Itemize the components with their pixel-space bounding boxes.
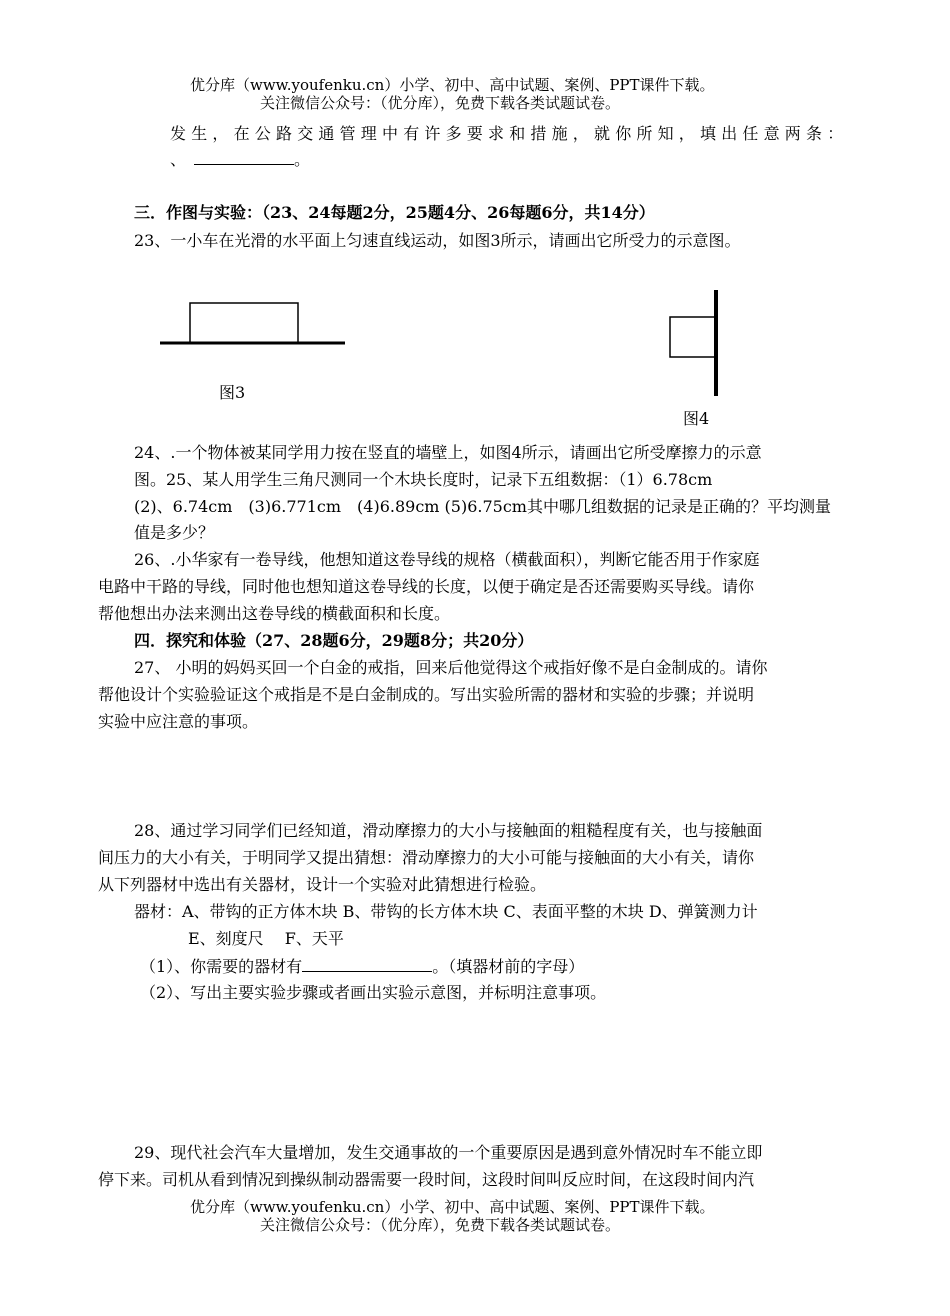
q22-prefix: 、 [170,150,187,169]
header-line-1: 优分库（www.youfenku.cn）小学、初中、高中试题、案例、PPT课件下载。 [190,76,715,94]
q28-sub-question-2: （2）、写出主要实验步骤或者画出实验示意图，并标明注意事项。 [140,983,607,1002]
q24-line-4: 值是多少？ [134,523,215,542]
figure-4-label: 图4 [683,409,710,428]
q28-line-2: 间压力的大小有关，于明同学又提出猜想：滑动摩擦力的大小可能与接触面的大小有关，请你 [98,848,755,867]
q28-line-1: 28、通过学习同学们已经知道，滑动摩擦力的大小与接触面的粗糙程度有关，也与接触面 [134,821,763,840]
q22-suffix: 。 [294,150,311,169]
q24-line-3: (2)、6.74cm (3)6.771cm (4)6.89cm (5)6.75cm其中哪几组数据的记录是正确的？平均测量 [134,497,831,516]
q28-sub-question-1 [140,953,584,977]
q28-materials-blank[interactable] [302,953,432,972]
section-4-title: 四．探究和体验（27、28题6分，29题8分；共20分） [134,631,534,650]
q29-line-2: 停下来。司机从看到情况到操纵制动器需要一段时间，这段时间叫反应时间，在这段时间内汽 [98,1170,755,1189]
q28-sub1-suffix: 。（填器材前的字母） [432,957,585,976]
question-23: 23、一小车在光滑的水平面上匀速直线运动，如图3所示，请画出它所受力的示意图。 [134,231,741,250]
q26-line-1: 26、.小华家有一卷导线，他想知道这卷导线的规格（横截面积），判断它能否用于作家庭 [134,550,760,569]
q27-line-3: 实验中应注意的事项。 [98,712,259,731]
fig4-object-block [670,317,716,357]
q24-line-1: 24、.一个物体被某同学用力按在竖直的墙壁上，如图4所示，请画出它所受摩擦力的示意 [134,443,762,462]
q28-materials-line-1: 器材：A、带钩的正方体木块 B、带钩的长方体木块 C、表面平整的木块 D、弹簧测力计 [134,902,758,921]
q29-line-1: 29、现代社会汽车大量增加，发生交通事故的一个重要原因是遇到意外情况时车不能立即 [134,1143,763,1162]
section-3-title: 三．作图与实验：（23、24每题2分，25题4分、26每题6分，共14分） [134,203,655,222]
q28-sub1-prefix: （1）、你需要的器材有 [140,957,303,976]
header-line-2: 关注微信公众号：（优分库），免费下载各类试题试卷。 [260,94,621,112]
q26-line-2: 电路中干路的导线，同时他也想知道这卷导线的长度，以便于确定是否还需要购买导线。请你 [98,577,755,596]
footer-line-1: 优分库（www.youfenku.cn）小学、初中、高中试题、案例、PPT课件下载。 [190,1198,715,1216]
q27-line-2: 帮他设计个实验验证这个戒指是不是白金制成的。写出实验所需的器材和实验的步骤；并说明 [98,685,755,704]
footer-line-2: 关注微信公众号：（优分库），免费下载各类试题试卷。 [260,1216,621,1234]
q28-materials-line-2: E、刻度尺 F、天平 [188,929,344,948]
figure-3-label: 图3 [219,383,246,402]
q27-line-1: 27、 小明的妈妈买回一个白金的戒指，回来后他觉得这个戒指好像不是白金制成的。请你 [134,658,768,677]
fig3-cart-block [190,303,298,343]
q28-line-3: 从下列器材中选出有关器材，设计一个实验对此猜想进行检验。 [98,875,547,894]
q22-tail-line-1: 发生，在公路交通管理中有许多要求和措施，就你所知，填出任意两条： [170,124,849,143]
q26-line-3: 帮他想出办法来测出这卷导线的横截面积和长度。 [98,604,451,623]
q24-line-2: 图。25、某人用学生三角尺测同一个木块长度时，记录下五组数据：（1）6.78cm [134,470,713,489]
